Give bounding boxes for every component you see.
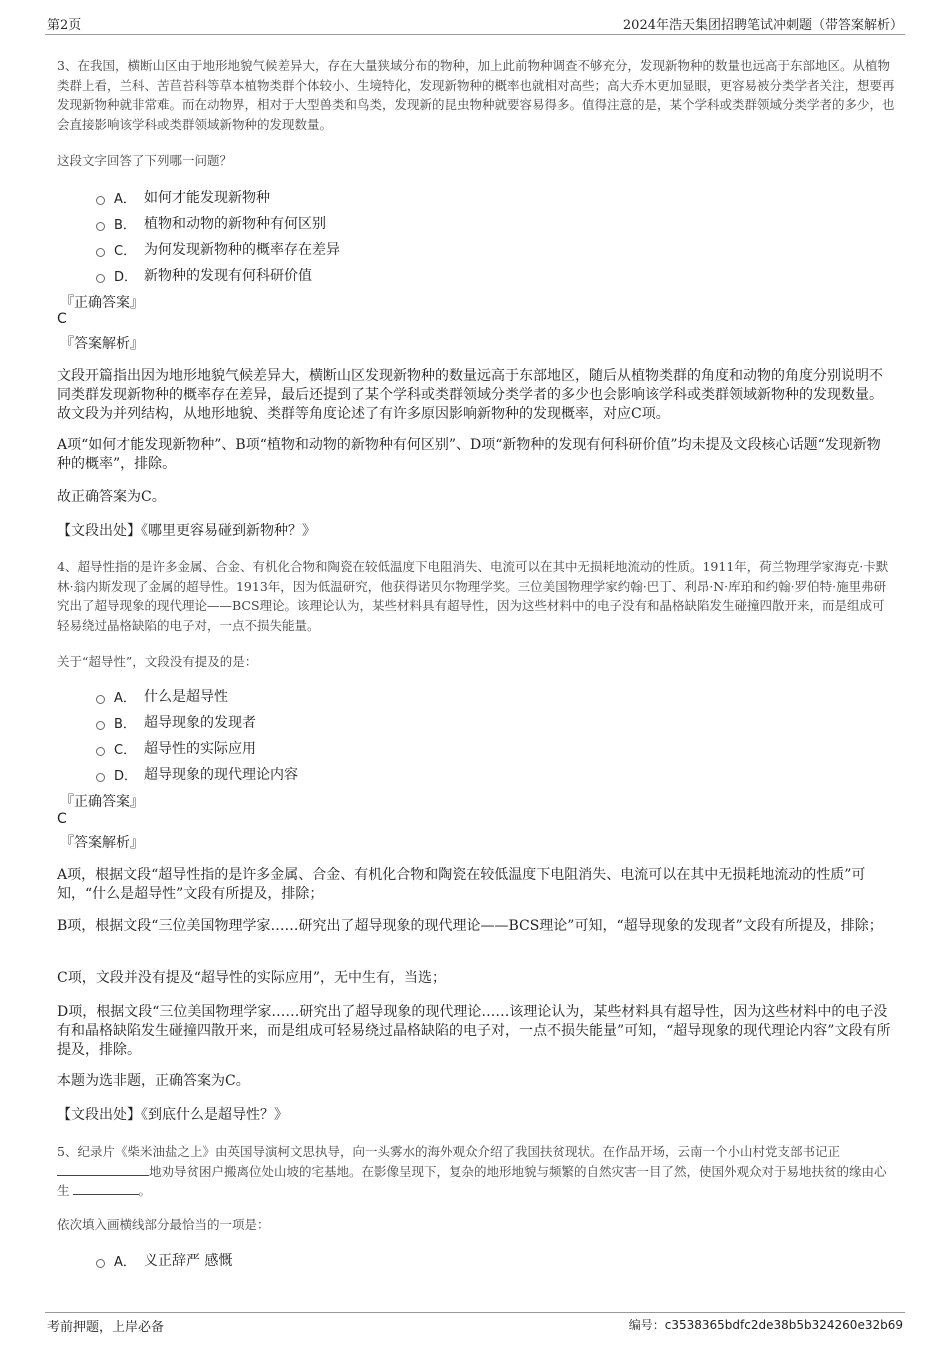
analysis-paragraph: B项，根据文段“三位美国物理学家……研究出了超导现象的现代理论——BCS理论”可知，“超导现象的发现者”文段有所提及，排除； bbox=[57, 918, 883, 934]
fill-blank bbox=[57, 1163, 149, 1176]
radio-icon[interactable] bbox=[96, 274, 105, 283]
radio-icon[interactable] bbox=[96, 196, 105, 205]
page-number: 第2页 bbox=[47, 18, 82, 33]
option-d[interactable]: D． 超导现象的现代理论内容 bbox=[96, 761, 298, 787]
analysis-label: 『答案解析』 bbox=[60, 336, 144, 352]
radio-icon[interactable] bbox=[96, 248, 105, 257]
page-footer bbox=[45, 1312, 905, 1335]
correct-answer: C bbox=[57, 811, 67, 827]
analysis-paragraph: A项，根据文段“超导性指的是许多金属、合金、有机化合物和陶瓷在较低温度下电阻消失、电流可以在其中无损耗地流动的性质”可知，“什么是超导性”文段有所提及，排除； bbox=[57, 867, 866, 902]
radio-icon[interactable] bbox=[96, 1259, 105, 1268]
analysis-paragraph: A项“如何才能发现新物种”、B项“植物和动物的新物种有何区别”、D项“新物种的发现有何科研价值”均未提及文段核心话题“发现新物种的概率”，排除。 bbox=[57, 437, 881, 472]
document-id: 编号：c3538365bdfc2de38b5b324260e32b69 bbox=[628, 1318, 903, 1332]
question-3-options bbox=[96, 184, 340, 288]
option-a[interactable]: A． 如何才能发现新物种 bbox=[96, 184, 340, 210]
option-b[interactable]: B． 超导现象的发现者 bbox=[96, 709, 298, 735]
question-5-stem: 5、纪录片《柴米油盐之上》由英国导演柯文思执导，向一头雾水的海外观众介绍了我国扶贫现状。在作品开场，云南一个小山村党支部书记正地劝导贫困户搬离位处山坡的宅基地。在影像呈现下，复杂的地形地貌与频繁的自然灾害一目了然，使国外观众对于易地扶贫的缘由心生 。 bbox=[57, 1144, 887, 1198]
option-b[interactable]: B． 植物和动物的新物种有何区别 bbox=[96, 210, 340, 236]
correct-answer: C bbox=[57, 311, 67, 327]
option-c[interactable]: C． 超导性的实际应用 bbox=[96, 735, 298, 761]
footer-slogan: 考前押题，上岸必备 bbox=[47, 1320, 165, 1335]
analysis-paragraph: 故正确答案为C。 bbox=[57, 489, 166, 505]
analysis-paragraph: 文段开篇指出因为地形地貌气候差异大，横断山区发现新物种的数量远高于东部地区，随后从植物类群的角度和动物的角度分别说明不同类群发现新物种的概率存在差异，最后还提到了某个学科或类群领域分类学者的多少也会影响该学科或类群领域新物种的发现数量。故文段为并列结构，从地形地貌、类群等角度论述了有许多原因影响新物种的发现概率，对应C项。 bbox=[57, 368, 883, 422]
analysis-label: 『答案解析』 bbox=[60, 835, 144, 851]
analysis-paragraph: 本题为选非题，正确答案为C。 bbox=[57, 1073, 250, 1089]
page-header bbox=[45, 14, 905, 35]
question-5-options bbox=[96, 1247, 232, 1273]
question-3-stem: 3、在我国，横断山区由于地形地貌气候差异大，存在大量狭域分布的物种，加上此前物种调查不够充分，发现新物种的数量也远高于东部地区。从植物类群上看，兰科、苦苣苔科等草本植物类群个体较小、生境特化，发现新物种的概率也就相对高些；高大乔木更加显眼，更容易被分类学者关注，想要再发现新物种就非常难。而在动物界，相对于大型兽类和鸟类，发现新的昆虫物种就要容易得多。值得注意的是，某个学科或类群领域分类学者的多少，也会直接影响该学科或类群领域新物种的发现数量。 bbox=[57, 58, 895, 132]
document-title: 2024年浩天集团招聘笔试冲刺题（带答案解析） bbox=[622, 18, 903, 33]
radio-icon[interactable] bbox=[96, 721, 105, 730]
question-4-options bbox=[96, 683, 298, 787]
question-3-prompt: 这段文字回答了下列哪一问题？ bbox=[57, 153, 233, 168]
option-a[interactable]: A． 义正辞严 感慨 bbox=[96, 1247, 232, 1273]
analysis-paragraph: C项，文段并没有提及“超导性的实际应用”，无中生有，当选； bbox=[57, 970, 447, 986]
analysis-paragraph: D项，根据文段“三位美国物理学家……研究出了超导现象的现代理论……该理论认为，某些材料具有超导性，因为这些材料中的电子没有和晶格缺陷发生碰撞四散开来，而是组成可轻易绕过晶格缺陷的电子对，一点不损失能量”可知，“超导现象的现代理论内容”文段有所提及，排除。 bbox=[57, 1004, 891, 1058]
radio-icon[interactable] bbox=[96, 695, 105, 704]
radio-icon[interactable] bbox=[96, 773, 105, 782]
option-a[interactable]: A． 什么是超导性 bbox=[96, 683, 298, 709]
radio-icon[interactable] bbox=[96, 222, 105, 231]
option-c[interactable]: C． 为何发现新物种的概率存在差异 bbox=[96, 236, 340, 262]
question-4-prompt: 关于“超导性”，文段没有提及的是： bbox=[57, 654, 258, 669]
source-citation: 【文段出处】《到底什么是超导性？》 bbox=[57, 1107, 288, 1123]
question-5-prompt: 依次填入画横线部分最恰当的一项是： bbox=[57, 1217, 270, 1232]
radio-icon[interactable] bbox=[96, 747, 105, 756]
option-d[interactable]: D． 新物种的发现有何科研价值 bbox=[96, 262, 340, 288]
fill-blank bbox=[73, 1182, 139, 1195]
question-4-stem: 4、超导性指的是许多金属、合金、有机化合物和陶瓷在较低温度下电阻消失、电流可以在其中无损耗地流动的性质。1911年，荷兰物理学家海克·卡默林·翁内斯发现了金属的超导性。1913年，因为低温研究，他获得诺贝尔物理学奖。三位美国物理学家约翰·巴丁、利昂·N·库珀和约翰·罗伯特·施里弗研究出了超导现象的现代理论——BCS理论。该理论认为，某些材料具有超导性，因为这些材料中的电子没有和晶格缺陷发生碰撞四散开来，而是组成可轻易绕过晶格缺陷的电子对，一点不损失能量。 bbox=[57, 559, 889, 633]
correct-answer-label: 『正确答案』 bbox=[60, 295, 144, 311]
source-citation: 【文段出处】《哪里更容易碰到新物种？》 bbox=[57, 523, 316, 539]
correct-answer-label: 『正确答案』 bbox=[60, 794, 144, 810]
